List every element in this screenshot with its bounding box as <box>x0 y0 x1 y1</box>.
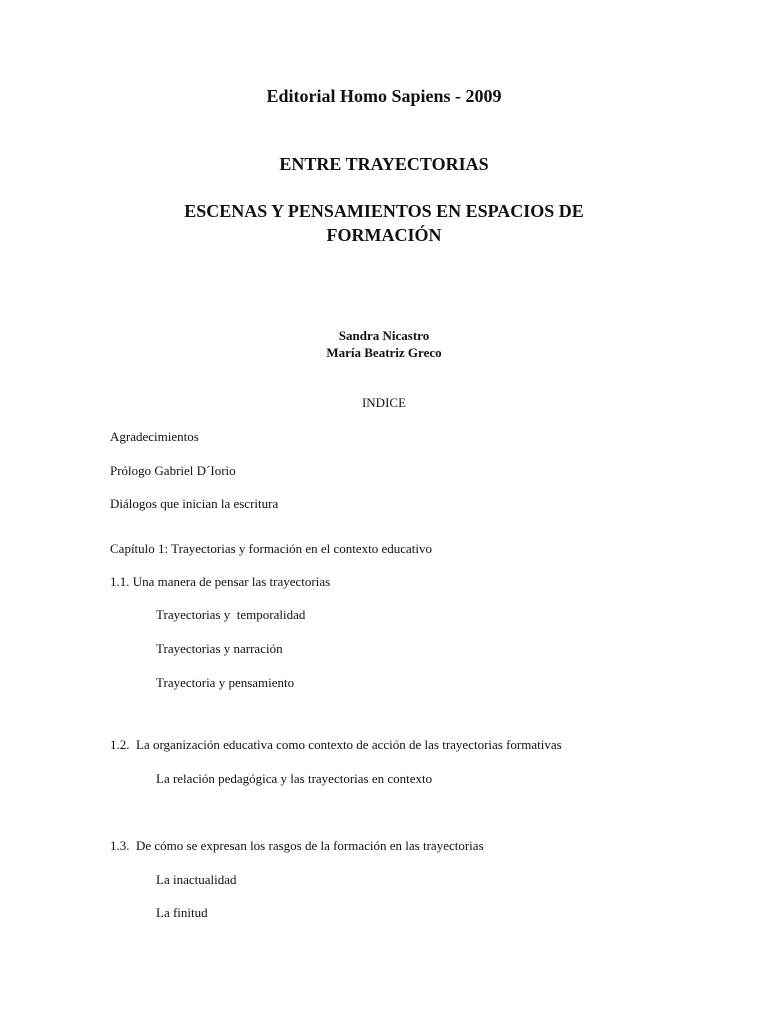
toc-item-1-3: 1.3. De cómo se expresan los rasgos de la formación en las trayectorias <box>110 838 484 853</box>
book-title: ENTRE TRAYECTORIAS <box>279 154 489 174</box>
publisher-line: Editorial Homo Sapiens - 2009 <box>266 86 502 106</box>
index-heading: INDICE <box>361 395 407 410</box>
toc-item-prologo: Prólogo Gabriel D´Iorio <box>110 463 236 478</box>
toc-item-agradecimientos: Agradecimientos <box>110 429 199 444</box>
toc-subitem-relacion-pedagogica: La relación pedagógica y las trayectorias en contexto <box>156 771 433 786</box>
toc-subitem-finitud: La finitud <box>156 905 208 920</box>
subtitle-line-1: ESCENAS Y PENSAMIENTOS EN ESPACIOS DE <box>184 201 584 221</box>
toc-subitem-pensamiento: Trayectoria y pensamiento <box>156 675 295 690</box>
toc-item-dialogos: Diálogos que inician la escritura <box>110 496 279 511</box>
author-2: María Beatriz Greco <box>326 345 442 360</box>
author-1: Sandra Nicastro <box>338 328 430 343</box>
toc-subitem-inactualidad: La inactualidad <box>156 872 237 887</box>
subtitle-line-2: FORMACIÓN <box>326 225 442 245</box>
toc-item-1-1: 1.1. Una manera de pensar las trayectorias <box>110 574 331 589</box>
toc-item-1-2: 1.2. La organización educativa como contexto de acción de las trayectorias formativas <box>110 737 562 752</box>
book-subtitle <box>0 199 768 247</box>
toc-subitem-temporalidad: Trayectorias y temporalidad <box>156 607 306 622</box>
toc-subitem-narracion: Trayectorias y narración <box>156 641 283 656</box>
toc-item-capitulo-1: Capítulo 1: Trayectorias y formación en el contexto educativo <box>110 541 433 556</box>
